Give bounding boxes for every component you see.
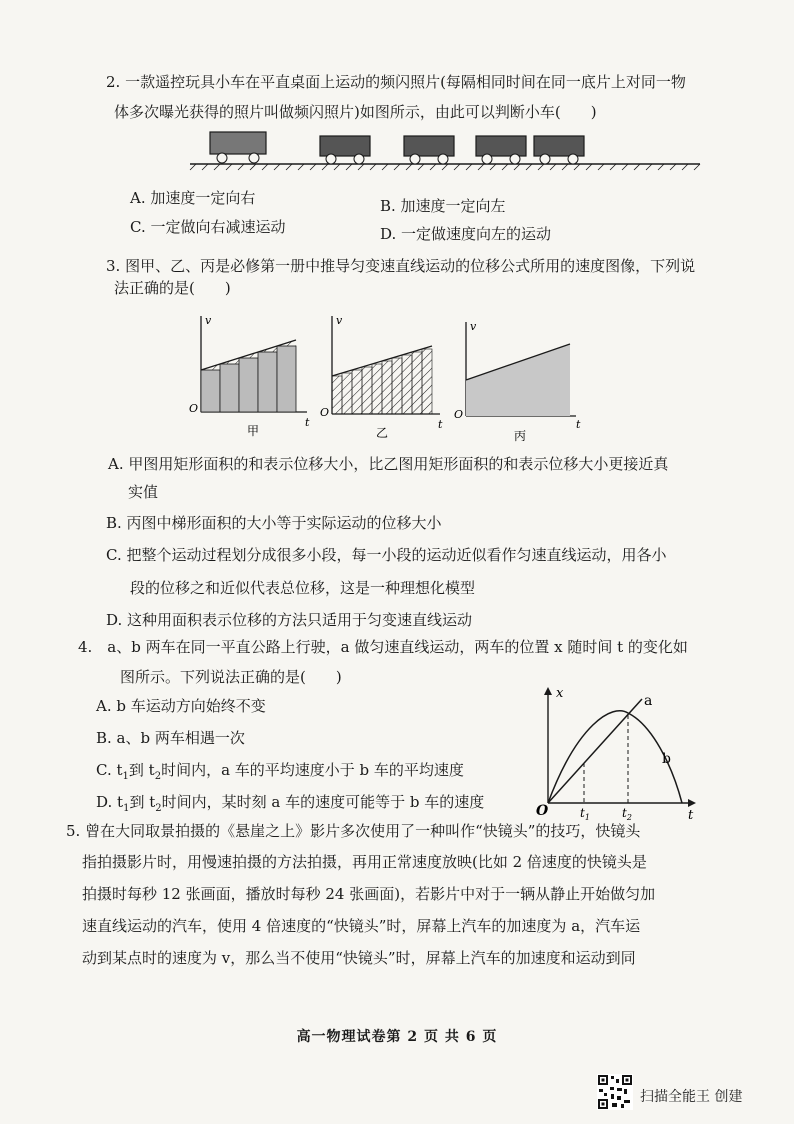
jia-axis-v: v (205, 314, 212, 327)
q2-option-a: A. 加速度一定向右 (130, 189, 256, 207)
q4-origin: O (536, 803, 549, 819)
q4-t1: $t_1$ (580, 806, 590, 822)
q4-option-b: B. a、b 两车相遇一次 (96, 729, 245, 747)
toy-car-frame-5 (534, 136, 584, 164)
q5-line1: 5. 曾在大同取景拍摄的《悬崖之上》影片多次使用了一种叫作“快镜头”的技巧，快镜头 (66, 822, 641, 840)
bing-caption: 丙 (514, 429, 527, 443)
q3-option-a-line2: 实值 (128, 483, 159, 501)
q3-graph-jia (185, 312, 325, 442)
q4-option-a: A. b 车运动方向始终不变 (96, 697, 266, 715)
q3-stem-line1: 3. 图甲、乙、丙是必修第一册中推导匀变速直线运动的位移公式所用的速度图像，下列说 (106, 257, 696, 275)
q2-option-b: B. 加速度一定向左 (380, 197, 506, 215)
q3-option-d: D. 这种用面积表示位移的方法只适用于匀变速直线运动 (106, 611, 473, 629)
yi-caption: 乙 (376, 426, 389, 440)
q4-option-d: D. $t_1$到 $t_2$时间内，某时刻 a 车的速度可能等于 b 车的速度 (96, 793, 485, 814)
q2-option-d: D. 一定做速度向左的运动 (380, 225, 552, 243)
q5-line5: 动到某点时的速度为 v，那么当不使用“快镜头”时，屏幕上汽车的加速度和运动到同 (82, 949, 636, 967)
toy-car-frame-1 (210, 132, 266, 163)
q3-graph-yi (318, 312, 458, 442)
jia-origin: O (189, 402, 199, 415)
q4-axis-t: t (688, 808, 694, 823)
q5-line2: 指拍摄影片时，用慢速拍摄的方法拍摄，再用正常速度放映(比如 2 倍速度的快镜头是 (82, 853, 647, 871)
ground-hatch (190, 164, 700, 170)
bing-axis-v: v (470, 320, 477, 333)
q4-label-b: b (662, 751, 671, 767)
q3-option-b: B. 丙图中梯形面积的大小等于实际运动的位移大小 (106, 514, 442, 532)
q3-graph-bing (452, 318, 592, 448)
jia-caption: 甲 (247, 424, 260, 438)
q4-t2: $t_2$ (622, 806, 632, 822)
page-footer: 高一物理试卷第 2 页 共 6 页 (296, 1029, 498, 1045)
q3-option-c-line1: C. 把整个运动过程划分成很多小段，每一小段的运动近似看作匀速直线运动，用各小 (106, 546, 667, 564)
jia-axis-t: t (305, 416, 310, 429)
q4-axis-x: x (556, 686, 564, 701)
yi-axis-t: t (438, 418, 443, 431)
q3-option-a-line1: A. 甲图用矩形面积的和表示位移大小，比乙图用矩形面积的和表示位移大小更接近真 (108, 455, 669, 473)
q3-option-c-line2: 段的位移之和近似代表总位移，这是一种理想化模型 (130, 579, 476, 597)
q2-option-c: C. 一定做向右减速运动 (130, 218, 286, 236)
toy-car-frame-3 (404, 136, 454, 164)
q2-stem-line2: 体多次曝光获得的照片叫做频闪照片)如图所示，由此可以判断小车( ) (114, 103, 597, 121)
q4-label-a: a (644, 693, 653, 709)
q4-xt-graph (532, 685, 702, 825)
bing-axis-t: t (576, 418, 581, 431)
q2-stem-line1: 2. 一款遥控玩具小车在平直桌面上运动的频闪照片(每隔相同时间在同一底片上对同一物 (106, 73, 686, 91)
bing-origin: O (454, 408, 464, 421)
toy-car-frame-2 (320, 136, 370, 164)
toy-car-frame-4 (476, 136, 526, 164)
q5-line3: 拍摄时每秒 12 张画面，播放时每秒 24 张画面)，若影片中对于一辆从静止开始做匀加 (82, 885, 656, 903)
q5-line4: 速直线运动的汽车，使用 4 倍速度的“快镜头”时，屏幕上汽车的加速度为 a，汽车运 (82, 917, 641, 935)
yi-axis-v: v (336, 314, 343, 327)
q4-option-c: C. $t_1$到 $t_2$时间内，a 车的平均速度小于 b 车的平均速度 (96, 761, 464, 782)
q2-strobe-figure (190, 128, 710, 173)
scanner-watermark: 扫描全能王 创建 (640, 1089, 743, 1105)
qr-code-icon (597, 1074, 633, 1110)
q3-stem-line2: 法正确的是( ) (114, 279, 231, 297)
q4-stem-line1: 4. a、b 两车在同一平直公路上行驶，a 做匀速直线运动，两车的位置 x 随时间 t 的变化如 (78, 638, 688, 656)
q4-stem-line2: 图所示。下列说法正确的是( ) (120, 668, 342, 686)
yi-origin: O (320, 406, 330, 419)
